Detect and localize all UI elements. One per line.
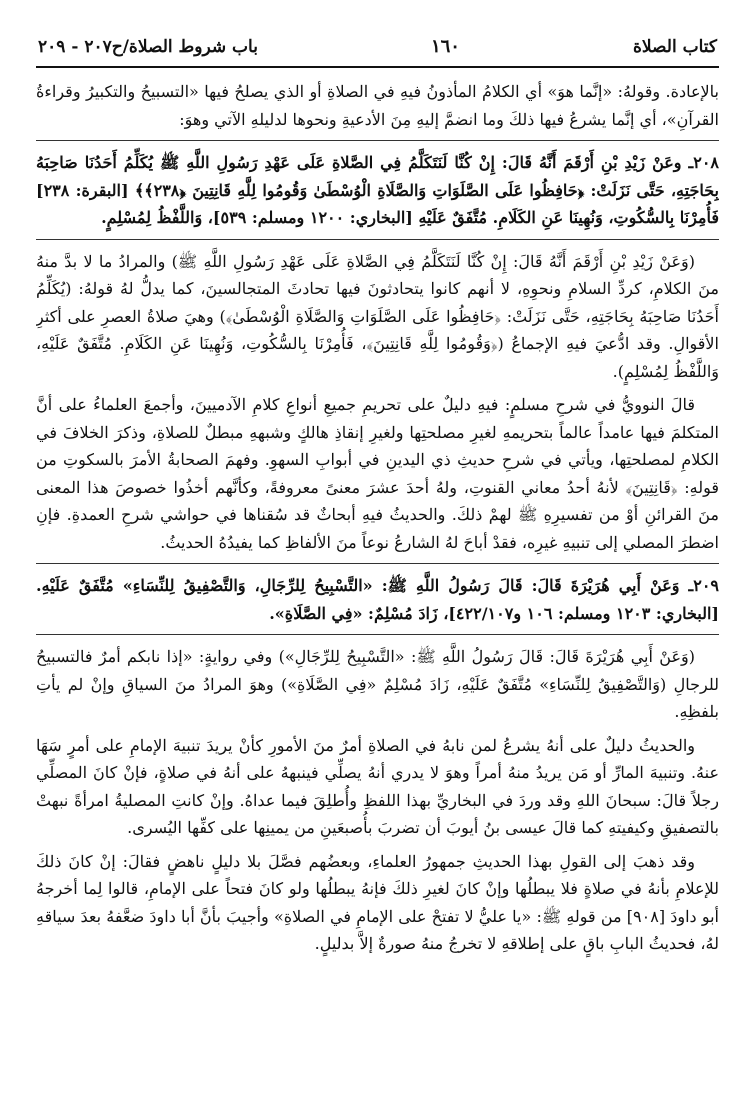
commentary-paragraph: (وَعَنْ زَيْدِ بْنِ أَرْقَمَ أَنَّهُ قَالَ: إِنْ كُنَّا لَنَتَكَلَّمُ فِي الصَّلاةِ عَلَى عَهْدِ رَسُولِ اللَّهِ ﷺ) والمرادُ ما لا بدَّ منهُ منَ الكلامِ، كردِّ السلامِ ونحوِهِ، لا أنهم كانوا يتحادثونَ فيها تحادثَ المتجالسينَ، كما يدلُّ لهُ قولهُ: (يُكَلِّمُ أَحَدُنَا صَاحِبَهُ بِحَاجَتِهِ، حَتَّى نَزَلَتْ: ﴿حَافِظُوا عَلَى الصَّلَوَاتِ وَالصَّلَاةِ الْوُسْطَىٰ﴾) وهيَ صلاةُ العصرِ على أكثرِ الأقوالِ. وقد ادُّعيَ فيهِ الإجماعُ (﴿وَقُومُوا لِلَّهِ قَانِتِينَ﴾، فَأُمِرْنَا بِالسُّكُوتِ، وَنُهِينَا عَنِ الكَلَامِ. مُتَّفَقٌ عَلَيْهِ، وَاللَّفْظُ لِمُسْلِمٍ).: [36, 251, 719, 381]
section-divider: [36, 563, 719, 564]
commentary-paragraph: وقد ذهبَ إلى القولِ بهذا الحديثِ جمهورُ العلماءِ، وبعضُهم فصَّلَ بلا دليلٍ ناهضٍ فقالَ: إنْ كانَ ذلكَ للإعلامِ بأنهُ في صلاةٍ فلا يبطلُها وإنْ كانَ لغيرِ ذلكَ فإنهُ يبطلُها ولو كانَ فتحاً على الإمامِ، قالوا لِما أخرجهُ أبو داودَ [٩٠٨] من قولهِ ﷺ: «يا عليُّ لا تفتحْ على الإمامِ في الصلاةِ» وأجيبَ بأنَّ أبا داودَ ضعَّفهُ بعدَ سياقهِ لهُ، فحديثُ البابِ باقٍ على إطلاقهِ لا تخرجُ منهُ صورةٌ إلاَّ بدليلٍ.: [36, 851, 719, 953]
section-divider: [36, 634, 719, 635]
hadith-number: ٢٠٩: [693, 576, 719, 595]
section-divider: [36, 239, 719, 240]
hadith-text: ـ وعَنْ زَيْدِ بْنِ أَرْقَمَ أَنَّهُ قَالَ: إِنْ كُنَّا لَنَتَكَلَّمُ فِي الصَّلاةِ عَلَى عَهْدِ رَسُولِ اللَّهِ ﷺ يُكَلِّمُ أَحَدُنَا صَاحِبَهُ بِحَاجَتِهِ، حَتَّى نَزَلَتْ: ﴿حَافِظُوا عَلَى الصَّلَوَاتِ وَالصَّلَاةِ الْوُسْطَىٰ وَقُومُوا لِلَّهِ قَانِتِينَ ﴿٢٣٨﴾﴾ [البقرة: ٢٣٨] فَأُمِرْنَا بِالسُّكُوتِ، وَنُهِينَا عَنِ الكَلَامِ. مُتَّفَقٌ عَلَيْهِ [البخاري: ١٢٠٠ ومسلم: ٥٣٩]، وَاللَّفْظُ لِمُسْلِمٍ.: [36, 153, 719, 227]
commentary-paragraph: قالَ النوويُّ في شرحِ مسلمٍ: فيهِ دليلٌ على تحريمِ جميعِ أنواعِ كلامِ الآدميينَ، وأجمعَ العلماءُ على أنَّ المتكلمَ فيها عامداً عالماً بتحريمهِ لغيرِ مصلحتِها ولغيرِ إنقاذِ هالكٍ وشبههِ مبطلٌ للصلاةِ، وذكرَ الخلافَ في الكلامِ لمصلحتِها، ويأتي في شرحِ حديثِ ذي اليدينِ في أبوابِ السهوِ. وفهمَ الصحابةُ الأمرَ بالسكوتِ من قولهِ: ﴿قَانِتِينَ﴾ لأنهُ أحدُ معاني القنوتِ، ولهُ أحدَ عشرَ معنىً معروفةً، وكأنَّهم أخذُوا خصوصَ هذا المعنى منَ القرائنِ أوْ من تفسيرِهِ ﷺ لهمْ ذلكَ. والحديثُ فيهِ أبحاثٌ قد سُقناها في حواشي شرحِ العمدةِ. فإنِ اضطرَ المصلي إلى تنبيهِ غيرِه، فقدْ أباحَ لهُ الشارعُ نوعاً منَ الألفاظِ كما يفيدُهُ الحديثُ.: [36, 395, 719, 552]
hadith-209: [36, 572, 719, 627]
commentary-paragraph: (وَعَنْ أَبِي هُرَيْرَةَ قَالَ: قَالَ رَسُولُ اللَّهِ ﷺ: «التَّسْبِيحُ لِلرِّجَالِ») وفي روايةٍ: «إذا نابكم أمرٌ فالتسبيحُ للرجالِ (وَالتَّصْفِيقُ لِلنِّسَاءِ» مُتَّفَقٌ عَلَيْهِ، زَادَ مُسْلِمٌ «فِي الصَّلَاةِ») وهوَ المرادُ منَ السياقِ وإنْ لم يأتِ بلفظِهِ.: [36, 647, 719, 721]
hadith-208: [36, 149, 719, 232]
page-body: [36, 78, 719, 958]
commentary-paragraph: بالإعادة. وقولهُ: «إنَّما هوَ» أي الكلامُ المأذونُ فيهِ في الصلاةِ أو الذي يصلحُ فيها «التسبيحُ والتكبيرُ وقراءةُ القرآنِ»، أي إنَّما يشرعُ فيها ذلكَ وما انضمَّ إليهِ مِنَ الأدعيةِ ونحوها لدليلهِ الآتي وهوَ:: [36, 82, 719, 129]
book-page: [36, 36, 719, 1096]
chapter-title: باب شروط الصلاة/ح٢٠٧ - ٢٠٩: [38, 37, 258, 57]
book-title: كتاب الصلاة: [632, 37, 717, 57]
page-number: ١٦٠: [430, 36, 460, 57]
section-divider: [36, 140, 719, 141]
running-header: [36, 36, 719, 68]
commentary-paragraph: والحديثُ دليلٌ على أنهُ يشرعُ لمن نابهُ في الصلاةِ أمرٌ منَ الأمورِ كأنْ يريدَ تنبيهَ الإمامِ على أمرٍ سَهَا عنهُ. وتنبيهَ المارِّ أو مَن يريدُ منهُ أمراً وهوَ لا يدري أنهُ يصلِّي فينبههُ على أنهُ في صلاةٍ، فإنْ كانَ المصلِّي رجلاً قالَ: سبحانَ اللهِ وقد وردَ في البخاريِّ بهذا اللفظِ وأُطلِقَ فيما عداهُ. وإنْ كانتِ المصليةُ امرأةً نبهتْ بالتصفيقِ وكيفيتهِ كما قالَ عيسى بنُ أيوبَ أن تضربَ بأُصبعَينِ من يمينِها على كفِّها اليُسرى.: [36, 735, 719, 837]
hadith-number: ٢٠٨: [693, 153, 719, 172]
hadith-text: ـ وَعَنْ أَبِي هُرَيْرَةَ قَالَ: قَالَ رَسُولُ اللَّهِ ﷺ: «التَّسْبِيحُ لِلرِّجَالِ، وَالتَّصْفِيقُ لِلنِّسَاءِ» مُتَّفَقٌ عَلَيْهِ. [البخاري: ١٢٠٣ ومسلم: ١٠٦ و٤٢٢/١٠٧]، زَادَ مُسْلِمٌ: «فِي الصَّلَاةِ».: [36, 576, 719, 623]
